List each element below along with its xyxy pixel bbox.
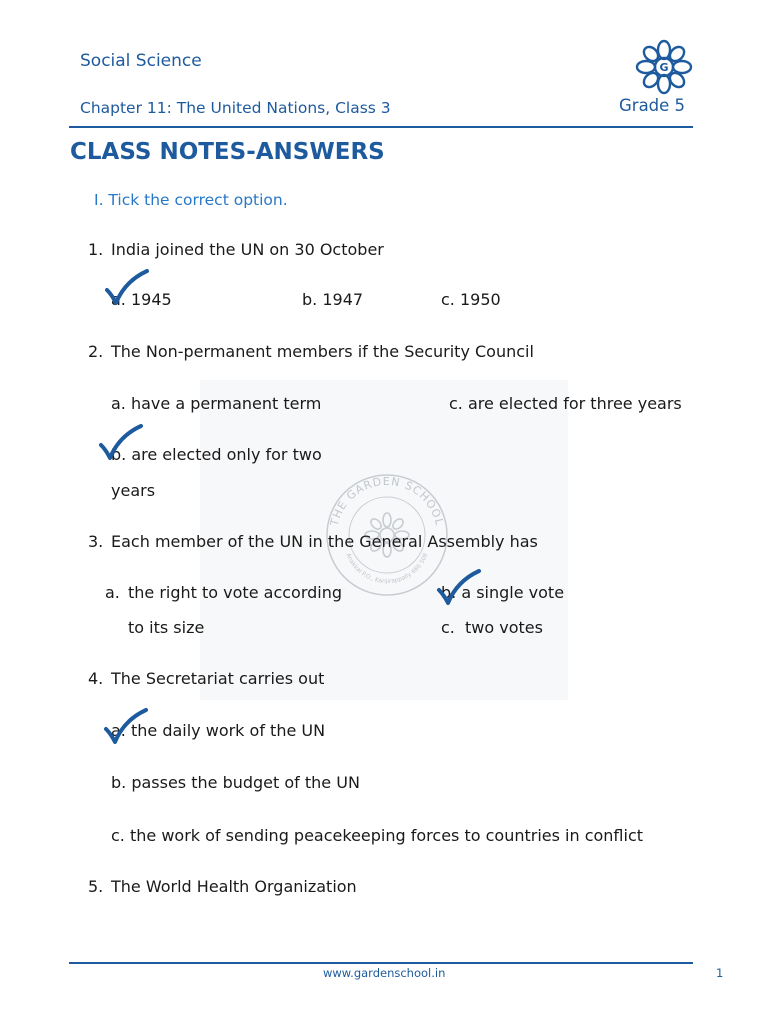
question-3-text: Each member of the UN in the General Assembly has (111, 532, 538, 551)
question-4-text: The Secretariat carries out (111, 669, 325, 688)
page-number: 1 (716, 966, 724, 980)
question-3-option-c: two votes (465, 618, 543, 637)
question-1-option-b: b. 1947 (302, 290, 364, 309)
tick-mark-icon (102, 707, 150, 747)
question-3-option-b: b. a single vote (441, 583, 565, 602)
question-3-number: 3. (88, 532, 104, 551)
tick-mark-icon (103, 268, 151, 308)
question-5-number: 5. (88, 877, 104, 896)
footer-divider (69, 962, 693, 964)
svg-text:THE GARDEN SCHOOL (328, 475, 446, 528)
grade-label: Grade 5 (619, 96, 686, 115)
question-1-option-a: a. 1945 (111, 290, 172, 309)
instruction: I. Tick the correct option. (94, 191, 288, 209)
subject-title: Social Science (80, 51, 202, 71)
question-4-number: 4. (88, 669, 104, 688)
header-divider (69, 126, 693, 128)
page-title: CLASS NOTES-ANSWERS (70, 139, 385, 165)
question-1-number: 1. (88, 240, 104, 259)
question-2-option-c: c. are elected for three years (449, 394, 682, 413)
question-5-text: The World Health Organization (111, 877, 357, 896)
question-2-text: The Non-permanent members if the Security Council (111, 342, 534, 361)
seal-lower-text: Anakkal P.O., Kanjirappally 686 508 (344, 552, 430, 586)
question-3-option-a: the right to vote according (128, 583, 343, 602)
question-1-option-c: c. 1950 (441, 290, 501, 309)
question-4-option-c: c. the work of sending peacekeeping forces to countries in conflict (111, 826, 644, 845)
question-1-text: India joined the UN on 30 October (111, 240, 384, 259)
logo-letter: G (659, 61, 669, 74)
tick-mark-icon (435, 568, 483, 608)
question-4-option-b: b. passes the budget of the UN (111, 773, 360, 792)
question-3-option-c-marker: c. (441, 618, 455, 637)
question-2-option-b-continued: years (111, 481, 156, 500)
question-3-option-a-marker: a. (105, 583, 120, 602)
school-logo-icon (634, 38, 694, 96)
tick-mark-icon (97, 423, 145, 463)
question-2-option-a: a. have a permanent term (111, 394, 322, 413)
chapter-title: Chapter 11: The United Nations, Class 3 (80, 99, 391, 117)
footer-website-link[interactable]: www.gardenschool.in (323, 966, 446, 980)
question-2-option-b: b. are elected only for two (111, 445, 322, 464)
seal-ring-text: THE GARDEN SCHOOL (327, 474, 447, 528)
question-2-number: 2. (88, 342, 104, 361)
question-3-option-a-continued: to its size (128, 618, 205, 637)
question-4-option-a: a. the daily work of the UN (111, 721, 326, 740)
